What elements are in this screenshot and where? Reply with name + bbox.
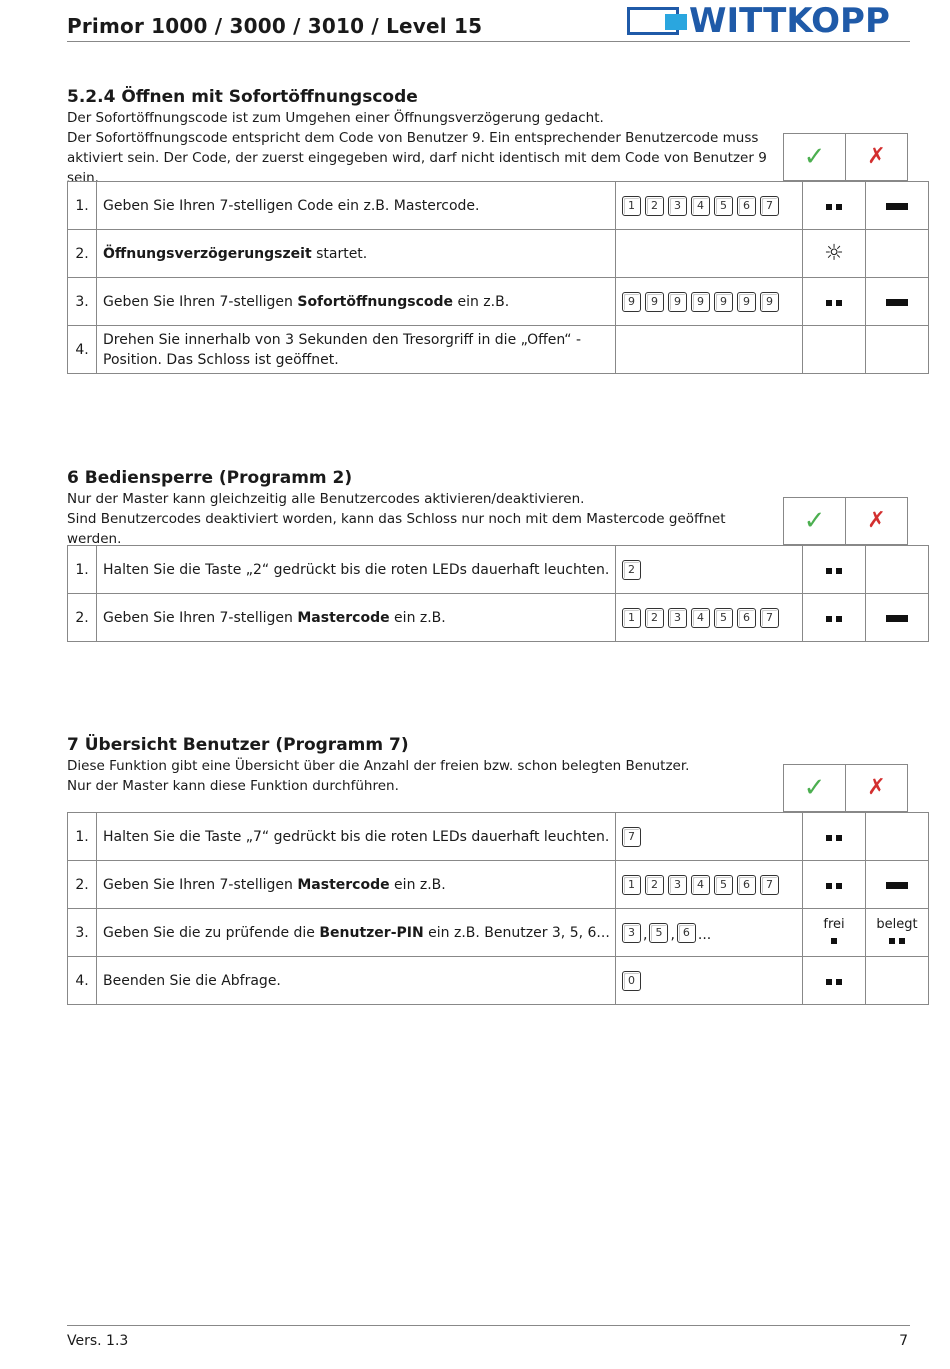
keypad-sequence [616,230,803,278]
ok-signal-cell [803,546,866,594]
keypad-sequence [616,594,803,642]
key-4: 4 [691,608,710,628]
key-separator: , [643,926,648,943]
step-text-part: Geben Sie Ihren 7-stelligen [103,293,298,310]
ok-signal-cell [803,594,866,642]
led-dot [889,938,895,944]
led-long-icon [886,882,908,889]
error-signal-cell [866,813,929,861]
description-line: Der Sofortöffnungscode entspricht dem Code von Benutzer 9. Ein entsprechender Benutzercode muss aktiviert sein. Der Code, der zuerst eingegeben wird, darf nicht identisch mit dem Code von Benutzer 9 sein. [67,130,767,186]
key-9: 9 [737,292,756,312]
section-description [67,756,782,796]
keypad-sequence [616,326,803,374]
key-1: 1 [622,875,641,895]
led-dot [836,616,842,622]
key-6: 6 [737,875,756,895]
led-blink-twice-icon [824,973,844,989]
description-line: Der Sofortöffnungscode ist zum Umgehen einer Öffnungsverzögerung gedacht. [67,110,604,126]
step-row [68,861,929,909]
step-number: 4. [68,326,97,374]
error-header-cell [845,133,908,181]
ok-signal-cell [803,813,866,861]
step-row [68,594,929,642]
error-signal-cell [866,546,929,594]
cross-icon: ✗ [867,508,886,533]
step-text-part: ein z.B. [453,293,510,310]
page-number: 7 [899,1333,908,1349]
led-dot [836,204,842,210]
step-text-part: Halten Sie die Taste „7“ gedrückt bis die roten LEDs dauerhaft leuchten. [103,828,610,845]
step-row [68,813,929,861]
key-5: 5 [649,923,668,943]
step-text [97,278,616,326]
led-blink-twice-icon [824,877,844,893]
key-5: 5 [714,875,733,895]
led-blink-once-icon [829,932,839,948]
key-7: 7 [760,608,779,628]
step-text-part: startet. [311,245,368,262]
belegt-label: belegt [876,917,918,932]
ok-header-cell [783,133,846,181]
ok-signal-cell [803,182,866,230]
step-row [68,909,929,957]
ok-signal-cell [803,230,866,278]
key-2: 2 [645,875,664,895]
section-sofortoeffnungscode [67,86,910,368]
error-signal-cell [866,957,929,1005]
led-dot [836,835,842,841]
step-number: 1. [68,182,97,230]
step-row [68,546,929,594]
section-title: 5.2.4 Öffnen mit Sofortöffnungscode [67,87,418,107]
key-4: 4 [691,196,710,216]
led-dot [826,204,832,210]
step-row [68,957,929,1005]
ok-signal-cell [803,909,866,957]
step-text-bold: Sofortöffnungscode [297,293,454,310]
key-9: 9 [668,292,687,312]
step-row [68,182,929,230]
step-text-part: ein z.B. [389,876,446,893]
key-2: 2 [622,560,641,580]
step-text-part: Geben Sie Ihren 7-stelligen [103,609,298,626]
step-text-part: Geben Sie Ihren 7-stelligen [103,876,298,893]
sun-delay-icon: ☼ [824,241,844,266]
led-dot [836,979,842,985]
step-text [97,813,616,861]
led-long-icon [886,299,908,306]
step-number: 3. [68,909,97,957]
description-line: Sind Benutzercodes deaktiviert worden, kann das Schloss nur noch mit dem Mastercode geöffnet werden. [67,511,726,547]
keypad-sequence [616,909,803,957]
error-signal-cell [866,861,929,909]
steps-table [67,812,929,1005]
key-1: 1 [622,608,641,628]
key-9: 9 [760,292,779,312]
step-row [68,230,929,278]
led-long-icon [886,203,908,210]
step-text-bold: Öffnungsverzögerungszeit [103,245,312,262]
key-9: 9 [714,292,733,312]
section-description [67,489,782,549]
led-dot [836,300,842,306]
led-dot [836,883,842,889]
led-long-icon [886,615,908,622]
cross-icon: ✗ [867,144,886,169]
error-header-cell [845,497,908,545]
key-9: 9 [622,292,641,312]
step-row [68,278,929,326]
step-text-part: Geben Sie Ihren 7-stelligen Code ein z.B. Mastercode. [103,197,480,214]
error-signal-cell [866,909,929,957]
key-9: 9 [645,292,664,312]
step-text-part: Drehen Sie innerhalb von 3 Sekunden den Tresorgriff in die „Offen“ - Position. Das Schloss ist geöffnet. [103,331,582,368]
logo-square-icon [665,14,687,30]
ok-header-cell [783,497,846,545]
led-dot [826,616,832,622]
step-text-part: Geben Sie die zu prüfende die [103,924,320,941]
step-text-part: ein z.B. Benutzer 3, 5, 6... [423,924,610,941]
led-blink-twice-icon [824,562,844,578]
led-dot [826,883,832,889]
keypad-sequence [616,278,803,326]
key-4: 4 [691,875,710,895]
footer-divider [67,1325,910,1326]
key-3: 3 [668,875,687,895]
key-ellipsis: ... [697,926,712,943]
step-text [97,861,616,909]
step-text [97,546,616,594]
step-number: 2. [68,230,97,278]
wittkopp-logo [627,1,910,41]
section-bediensperre [67,467,910,626]
key-7: 7 [760,875,779,895]
key-9: 9 [691,292,710,312]
led-blink-twice-icon [824,610,844,626]
ok-signal-cell [803,278,866,326]
ok-header-cell [783,764,846,812]
led-dot [831,938,837,944]
ok-signal-cell [803,326,866,374]
status-header [784,497,910,545]
keypad-sequence [616,813,803,861]
cross-icon: ✗ [867,775,886,800]
frei-label: frei [823,917,845,932]
key-0: 0 [622,971,641,991]
key-5: 5 [714,608,733,628]
key-5: 5 [714,196,733,216]
error-signal-cell [866,326,929,374]
logo-text: WITTKOPP [689,1,890,41]
key-6: 6 [737,608,756,628]
key-3: 3 [668,196,687,216]
led-blink-twice-icon [887,932,907,948]
status-header [784,764,910,812]
description-line: Nur der Master kann diese Funktion durchführen. [67,778,399,794]
error-signal-cell [866,278,929,326]
key-1: 1 [622,196,641,216]
step-text-part: Beenden Sie die Abfrage. [103,972,281,989]
led-dot [826,979,832,985]
step-number: 3. [68,278,97,326]
version-label: Vers. 1.3 [67,1333,129,1349]
description-line: Nur der Master kann gleichzeitig alle Benutzercodes aktivieren/deaktivieren. [67,491,585,507]
key-7: 7 [622,827,641,847]
ok-signal-cell [803,861,866,909]
led-dot [826,568,832,574]
step-number: 1. [68,813,97,861]
step-text-bold: Mastercode [297,609,390,626]
key-2: 2 [645,196,664,216]
keypad-sequence [616,957,803,1005]
header-divider [67,41,910,42]
step-text [97,182,616,230]
led-dot [836,568,842,574]
section-title: 6 Bediensperre (Programm 2) [67,468,353,488]
led-dot [826,835,832,841]
checkmark-icon: ✓ [803,142,826,172]
step-text-part: Halten Sie die Taste „2“ gedrückt bis die roten LEDs dauerhaft leuchten. [103,561,610,578]
step-text-part: ein z.B. [389,609,446,626]
status-header [784,133,910,181]
key-separator: , [670,926,675,943]
keypad-sequence [616,546,803,594]
key-6: 6 [677,923,696,943]
section-uebersicht-benutzer [67,734,918,989]
step-text-bold: Mastercode [297,876,390,893]
section-title: 7 Übersicht Benutzer (Programm 7) [67,735,409,755]
led-blink-twice-icon [824,198,844,214]
key-7: 7 [760,196,779,216]
step-row [68,326,929,374]
step-text [97,230,616,278]
keypad-sequence [616,861,803,909]
step-number: 2. [68,861,97,909]
steps-table [67,545,929,642]
document-title: Primor 1000 / 3000 / 3010 / Level 15 [67,14,483,38]
led-blink-twice-icon [824,829,844,845]
error-signal-cell [866,182,929,230]
led-dot [899,938,905,944]
key-3: 3 [668,608,687,628]
led-blink-twice-icon [824,294,844,310]
step-text [97,957,616,1005]
step-number: 2. [68,594,97,642]
step-number: 4. [68,957,97,1005]
checkmark-icon: ✓ [803,506,826,536]
error-signal-cell [866,594,929,642]
step-number: 1. [68,546,97,594]
key-3: 3 [622,923,641,943]
error-signal-cell [866,230,929,278]
key-2: 2 [645,608,664,628]
led-dot [826,300,832,306]
steps-table [67,181,929,374]
step-text [97,909,616,957]
keypad-sequence [616,182,803,230]
ok-signal-cell [803,957,866,1005]
step-text [97,326,616,374]
key-6: 6 [737,196,756,216]
checkmark-icon: ✓ [803,773,826,803]
error-header-cell [845,764,908,812]
step-text-bold: Benutzer-PIN [319,924,424,941]
step-text [97,594,616,642]
section-description [67,108,782,188]
description-line: Diese Funktion gibt eine Übersicht über die Anzahl der freien bzw. schon belegten Benutzer. [67,758,690,774]
